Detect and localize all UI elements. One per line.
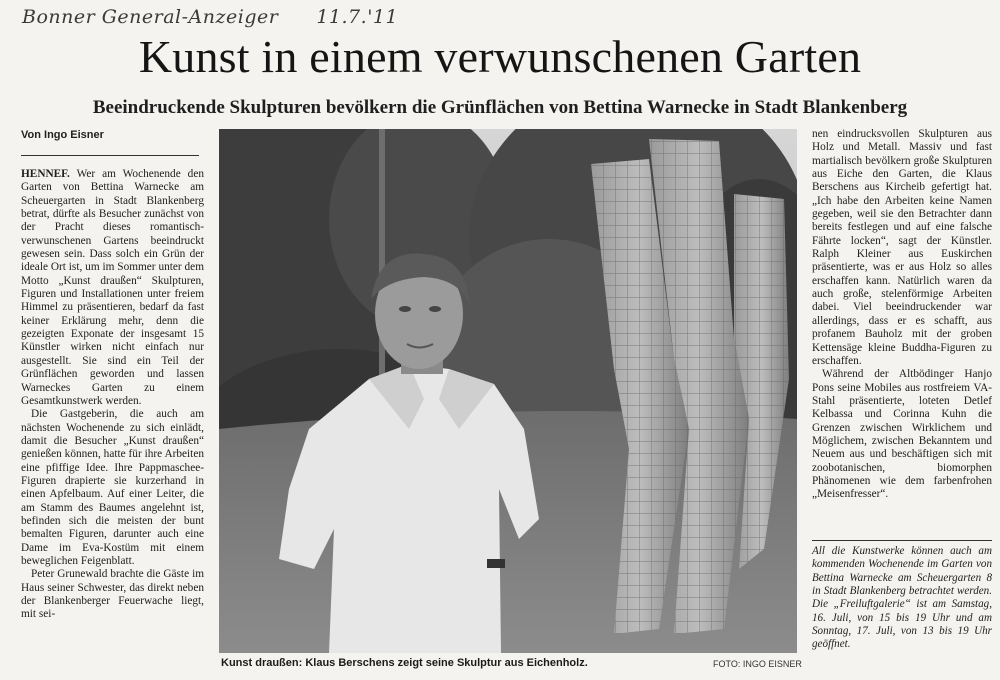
photo-garden-sculpture-artist [219, 129, 797, 653]
info-box: All die Kunstwerke können auch am kommenden Wochenende im Garten von Bettina Warnecke am Scheuergarten 8 in Stadt Blankenberg betrachtet werden. Die „Freiluftgalerie“ ist am Samstag, 16. Juli, von 15 bis 19 Uhr und am Sonntag, 17. Juli, von 13 bis 19 Uhr geöffnet. [812, 545, 992, 651]
article-column-right [812, 128, 992, 536]
byline-divider [21, 155, 199, 156]
paragraph-text: Wer am Wochenende den Garten von Bettina Warnecke am Scheuergarten in Stadt Blankenberg betrat, dürfte als Besucher zunächst von der Pracht dieses romantisch-verwunschenen Gartens beeindruckt gewesen sein. Dass solch ein Grün der ideale Ort ist, um im Sommer unter dem Motto „Kunst draußen“ Skulpturen, Figuren und Installationen unter freiem Himmel zu präsentieren, bedarf da fast keiner Erklärung mehr, denn die gezeigten Exponate der insgesamt 15 Künstler wirken nicht einfach nur ausgestellt. Sie sind ein Teil der Grünflächen geworden und lassen Warneckes Garten zu einem Gesamtkunstwerk werden. [21, 168, 204, 407]
article-headline: Kunst in einem verwunschenen Garten [138, 31, 862, 82]
article-paragraph [21, 168, 204, 408]
handwritten-date: 11.7.'11 [316, 6, 399, 28]
handwritten-source: Bonner General-Anzeiger [22, 6, 279, 28]
article-paragraph: Peter Grunewald brachte die Gäste im Haus seiner Schwester, das direkt neben der Blankenberger Feuerwache liegt, mit sei- [21, 568, 204, 621]
article-column-left [21, 168, 204, 676]
info-box-divider [812, 540, 992, 541]
article-paragraph: Die Gastgeberin, die auch am nächsten Wochenende zu sich einlädt, damit die Besucher „Kunst draußen“ genießen können, hatte für ihre Arbeiten eine pfiffige Idee. Ihre Pappmaschee-Figuren drapierte sie kurzerhand in einen Apfelbaum. Auf einer Leiter, die am Stamm des Baumes angelehnt ist, befinden sich die meisten der bunt bemalten Figuren, darunter auch eine Dame im Eva-Kostüm mit einem beweglichen Feigenblatt. [21, 408, 204, 567]
article-paragraph: nen eindrucksvollen Skulpturen aus Holz und Metall. Massiv und fast martialisch bevölkern große Skulpturen aus Eiche den Garten, die Klaus Berschens aus Kircheib gefertigt hat. „Ich habe den Arbeiten keine Namen gegeben, weil sie den Betrachter dann bereits festlegen und auf eine falsche Fährte locken“, sagt der Künstler. Ralph Kleiner aus Euskirchen präsentierte, was er aus Holz so alles erschaffen kann. Natürlich waren da auch große, stelenförmige Arbeiten dabei. Viel beeindruckender war allerdings, dass er es schafft, aus profanem Bauholz mit der groben Kettensäge kleine Buddha-Figuren zu erschaffen. [812, 128, 992, 367]
handwritten-source-note [22, 6, 402, 28]
photo-caption: Kunst draußen: Klaus Berschens zeigt seine Skulptur aus Eichenholz. [221, 657, 588, 669]
article-paragraph: Während der Altbödinger Hanjo Pons seine Mobiles aus rostfreiem VA-Stahl präsentierte, loteten Detlef Kelbassa und Corinna Kuhn die Grenzen zwischen Wirklichem und Möglichem, zwischen Bekanntem und Neuem aus und beschäftigen sich mit zoobotanischen, biomorphen Phänomenen wie dem farbenfrohen „Meisenfresser“. [812, 368, 992, 501]
article-photo [219, 129, 797, 653]
article-subheadline: Beeindruckende Skulpturen bevölkern die Grünflächen von Bettina Warnecke in Stadt Blankenberg [92, 97, 908, 118]
byline: Von Ingo Eisner [21, 129, 104, 141]
photo-credit: FOTO: INGO EISNER [713, 659, 802, 669]
dateline: HENNEF. [21, 168, 70, 180]
